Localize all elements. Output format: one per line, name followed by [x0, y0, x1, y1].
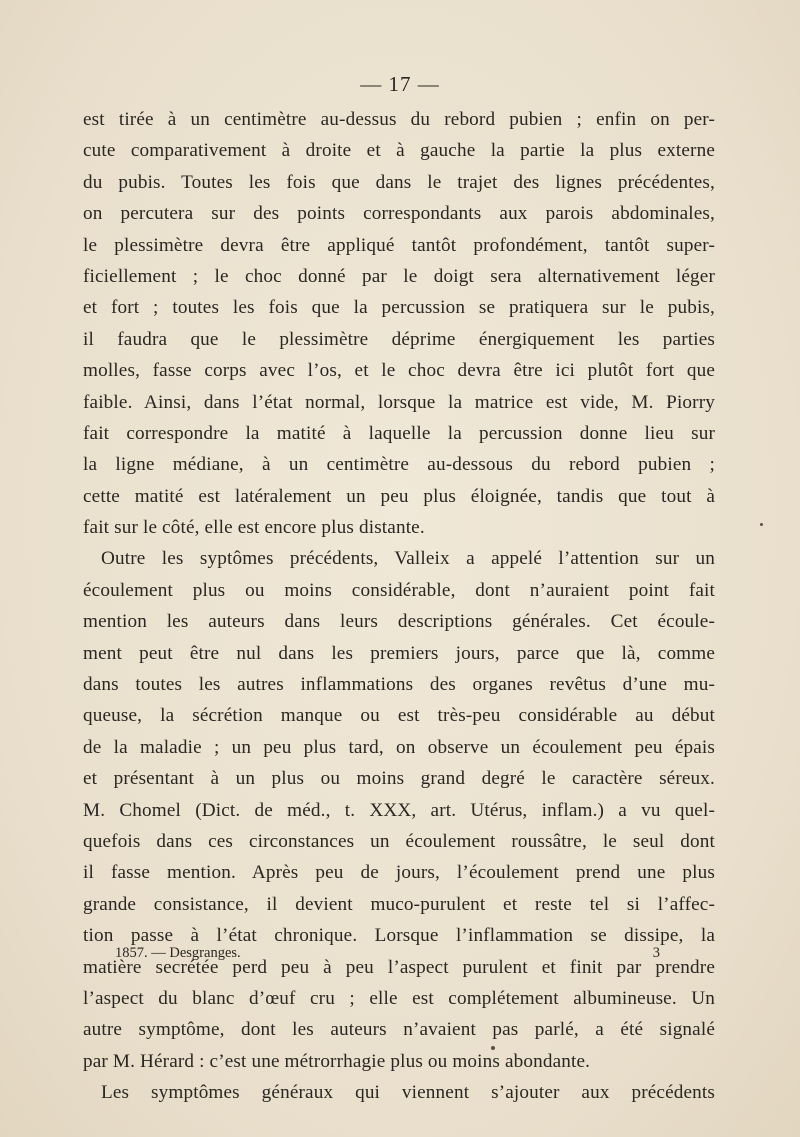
page-number: — 17 —	[360, 72, 440, 96]
text-line: et fort ; toutes les fois que la percussion se pratiquera sur le pubis,	[83, 297, 715, 319]
text-line: et présentant à un plus ou moins grand degré le caractère séreux.	[83, 768, 715, 790]
text-line: ment peut être nul dans les premiers jours, parce que là, comme	[83, 642, 715, 664]
text-line: M. Chomel (Dict. de méd., t. XXX, art. Utérus, inflam.) a vu quel-	[83, 799, 715, 821]
text-line: cute comparativement à droite et à gauche la partie la plus externe	[83, 140, 715, 162]
text-line: fait correspondre la matité à laquelle la percussion donne lieu sur	[83, 422, 715, 444]
signature-mark: 1857. — Desgranges.	[115, 945, 241, 961]
ink-spot	[491, 1046, 495, 1050]
text-line: queuse, la sécrétion manque ou est très-peu considérable au début	[83, 705, 715, 727]
text-line: écoulement plus ou moins considérable, dont n’auraient point fait	[83, 579, 715, 601]
text-line: tion passe à l’état chronique. Lorsque l’inflammation se dissipe, la	[83, 925, 715, 947]
text-line: matière secrétée perd peu à peu l’aspect purulent et finit par prendre	[83, 956, 715, 978]
text-line: molles, fasse corps avec l’os, et le choc devra être ici plutôt fort que	[83, 360, 715, 382]
page-footer	[115, 945, 660, 962]
text-line: par M. Hérard : c’est une métrorrhagie plus ou moins abondante.	[83, 1050, 591, 1072]
text-line: le plessimètre devra être appliqué tantôt profondément, tantôt super-	[83, 234, 715, 256]
text-line: autre symptôme, dont les auteurs n’avaient pas parlé, a été signalé	[83, 1019, 715, 1041]
ink-spot	[760, 523, 763, 526]
text-line: la ligne médiane, à un centimètre au-dessous du rebord pubien ;	[83, 454, 715, 476]
text-line: ficiellement ; le choc donné par le doigt sera alternativement léger	[83, 265, 715, 287]
text-line: faible. Ainsi, dans l’état normal, lorsque la matrice est vide, M. Piorry	[83, 391, 715, 413]
text-line: cette matité est latéralement un peu plus éloignée, tandis que tout à	[83, 485, 715, 507]
text-line: mention les auteurs dans leurs descriptions générales. Cet écoule-	[83, 611, 715, 633]
text-line: du pubis. Toutes les fois que dans le trajet des lignes précédentes,	[83, 171, 715, 193]
text-line: grande consistance, il devient muco-purulent et reste tel si l’affec-	[83, 893, 715, 915]
text-line: il fasse mention. Après peu de jours, l’écoulement prend une plus	[83, 862, 715, 884]
text-line: quefois dans ces circonstances un écoulement roussâtre, le seul dont	[83, 830, 715, 852]
text-line: dans toutes les autres inflammations des organes revêtus d’une mu-	[83, 674, 715, 696]
signature-number: 3	[652, 945, 660, 961]
text-line: fait sur le côté, elle est encore plus distante.	[83, 517, 425, 539]
text-line: de la maladie ; un peu plus tard, on observe un écoulement peu épais	[83, 736, 715, 758]
text-line: on percutera sur des points correspondants aux parois abdominales,	[83, 203, 715, 225]
text-line: il faudra que le plessimètre déprime énergiquement les parties	[83, 328, 715, 350]
text-line: Outre les syptômes précédents, Valleix a appelé l’attention sur un	[101, 548, 715, 570]
text-line: Les symptômes généraux qui viennent s’ajouter aux précédents	[101, 1082, 715, 1104]
text-line: est tirée à un centimètre au-dessus du rebord pubien ; enfin on per-	[83, 109, 715, 130]
text-line: l’aspect du blanc d’œuf cru ; elle est complétement albumineuse. Un	[83, 987, 715, 1009]
